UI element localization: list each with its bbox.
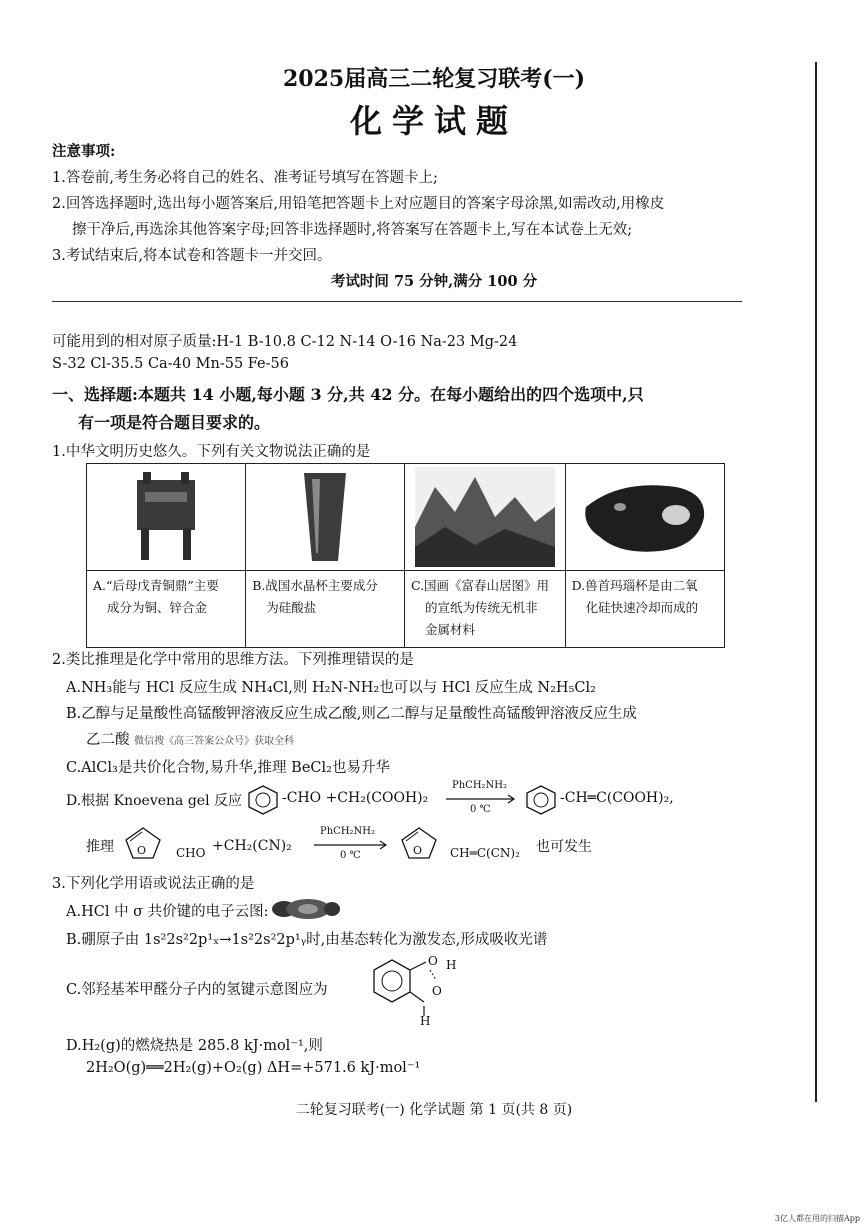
artifacts-table — [86, 463, 725, 648]
q2-d2-catalyst: PhCH₂NH₂ — [320, 826, 376, 837]
q2-d2-temperature: 0 ℃ — [340, 850, 361, 861]
q2-d-reactants: -CHO +CH₂(COOH)₂ — [282, 790, 429, 806]
hydroxyl-hydrogen-label: H — [446, 958, 457, 972]
notice-item-1: 1.答卷前,考生务必将自己的姓名、准考证号填写在答题卡上; — [52, 170, 438, 186]
q3-option-d-equation: 2H₂O(g)══2H₂(g)+O₂(g) ΔH=+571.6 kJ·mol⁻¹ — [86, 1060, 421, 1076]
hydroxyl-oxygen-label: O — [428, 954, 438, 968]
benzene-ring-icon — [524, 784, 558, 814]
section-heading-cont: 有一项是符合题目要求的。 — [78, 413, 271, 432]
reaction-arrow-icon — [314, 840, 390, 850]
scanner-watermark: 3亿人都在用的扫描App — [774, 1214, 860, 1223]
q2-option-c: C.AlCl₃是共价化合物,易升华,推理 BeCl₂也易升华 — [66, 760, 390, 776]
q2-d2-prefix: 推理 — [86, 839, 114, 855]
reaction-arrow-icon — [446, 794, 518, 804]
exam-time: 考试时间 75 分钟,满分 100 分 — [330, 273, 538, 290]
exam-title: 2025届高三二轮复习联考(一) — [282, 66, 586, 92]
divider — [52, 301, 742, 302]
atomic-masses-1: 可能用到的相对原子质量:H-1 B-10.8 C-12 N-14 O-16 Na-23 Mg-24 — [52, 334, 518, 350]
q2-d-catalyst: PhCH₂NH₂ — [452, 780, 508, 791]
page-footer: 二轮复习联考(一) 化学试题 第 1 页(共 8 页) — [295, 1102, 573, 1118]
notice-item-2-cont: 擦干净后,再选涂其他答案字母;回答非选择题时,将答案写在答题卡上,写在本试卷上无效; — [72, 222, 633, 238]
aldehyde-hydrogen-label: H — [420, 1014, 431, 1028]
notice-heading: 注意事项: — [52, 143, 116, 160]
artifact-image-b — [246, 464, 405, 571]
artifact-image-d — [565, 464, 724, 571]
q3-option-b: B.硼原子由 1s²2s²2p¹ₓ→1s²2s²2p¹ᵧ时,由基态转化为激发态,形成吸收光谱 — [66, 932, 548, 948]
artifact-caption-c: C.国画《富春山居图》用 的宣纸为传统无机非 金属材料 — [404, 571, 565, 648]
q2-d2-aldehyde: CHO — [176, 846, 206, 860]
notice-item-3: 3.考试结束后,将本试卷和答题卡一并交回。 — [52, 248, 332, 264]
q2-d2-suffix: 也可发生 — [536, 839, 592, 855]
furan-oxygen-label: O — [413, 844, 423, 857]
q3-option-a: A.HCl 中 σ 共价键的电子云图: — [66, 904, 269, 920]
landscape-painting-icon — [415, 467, 555, 567]
bronze-ding-icon — [131, 472, 201, 562]
subject-title: 化学试题 — [349, 102, 518, 140]
q2-stem: 2.类比推理是化学中常用的思维方法。下列推理错误的是 — [52, 652, 414, 668]
q1-stem: 1.中华文明历史悠久。下列有关文物说法正确的是 — [52, 444, 371, 460]
q3-option-c: C.邻羟基苯甲醛分子内的氢键示意图应为 — [66, 982, 328, 998]
artifact-caption-b: B.战国水晶杯主要成分 为硅酸盐 — [246, 571, 405, 648]
carbonyl-oxygen-label: O — [432, 984, 442, 998]
margin-line — [815, 62, 817, 1102]
notice-item-2: 2.回答选择题时,选出每小题答案后,用铅笔把答题卡上对应题目的答案字母涂黑,如需改动,用橡皮 — [52, 196, 665, 212]
artifact-image-c — [404, 464, 565, 571]
artifact-caption-d: D.兽首玛瑙杯是由二氧 化硅快速冷却而成的 — [565, 571, 724, 648]
crystal-cup-icon — [300, 471, 350, 563]
q3-option-d: D.H₂(g)的燃烧热是 285.8 kJ·mol⁻¹,则 — [66, 1038, 323, 1054]
atomic-masses-2: S-32 Cl-35.5 Ca-40 Mn-55 Fe-56 — [52, 356, 289, 372]
q3-stem: 3.下列化学用语或说法正确的是 — [52, 876, 255, 892]
q2-d-product: -CH═C(COOH)₂, — [560, 790, 674, 806]
electron-cloud-icon — [270, 899, 342, 919]
q2-d-temperature: 0 ℃ — [470, 804, 491, 815]
section-heading: 一、选择题:本题共 14 小题,每小题 3 分,共 42 分。在每小题给出的四个选项中,只 — [52, 385, 644, 404]
furan-oxygen-label: O — [137, 844, 147, 857]
q2-option-b-cont: 乙二酸 微信搜《高三答案公众号》获取全科 — [86, 732, 295, 748]
artifact-image-a — [87, 464, 246, 571]
q2-d2-reagent: +CH₂(CN)₂ — [212, 838, 292, 854]
artifact-caption-a: A.“后母戊青铜鼎”主要 成分为铜、锌合金 — [87, 571, 246, 648]
q2-d2-product: CH═C(CN)₂ — [450, 846, 520, 860]
agate-cup-icon — [580, 477, 710, 557]
q2-option-d-prefix: D.根据 Knoevena gel 反应 — [66, 793, 242, 809]
watermark-note: 微信搜《高三答案公众号》获取全科 — [134, 736, 295, 747]
benzene-ring-icon — [246, 784, 280, 814]
q2-option-b: B.乙醇与足量酸性高锰酸钾溶液反应生成乙酸,则乙二醇与足量酸性高锰酸钾溶液反应生成 — [66, 706, 637, 722]
q2-option-a: A.NH₃能与 HCl 反应生成 NH₄Cl,则 H₂N-NH₂也可以与 HCl 反应生成 N₂H₅Cl₂ — [66, 680, 596, 696]
